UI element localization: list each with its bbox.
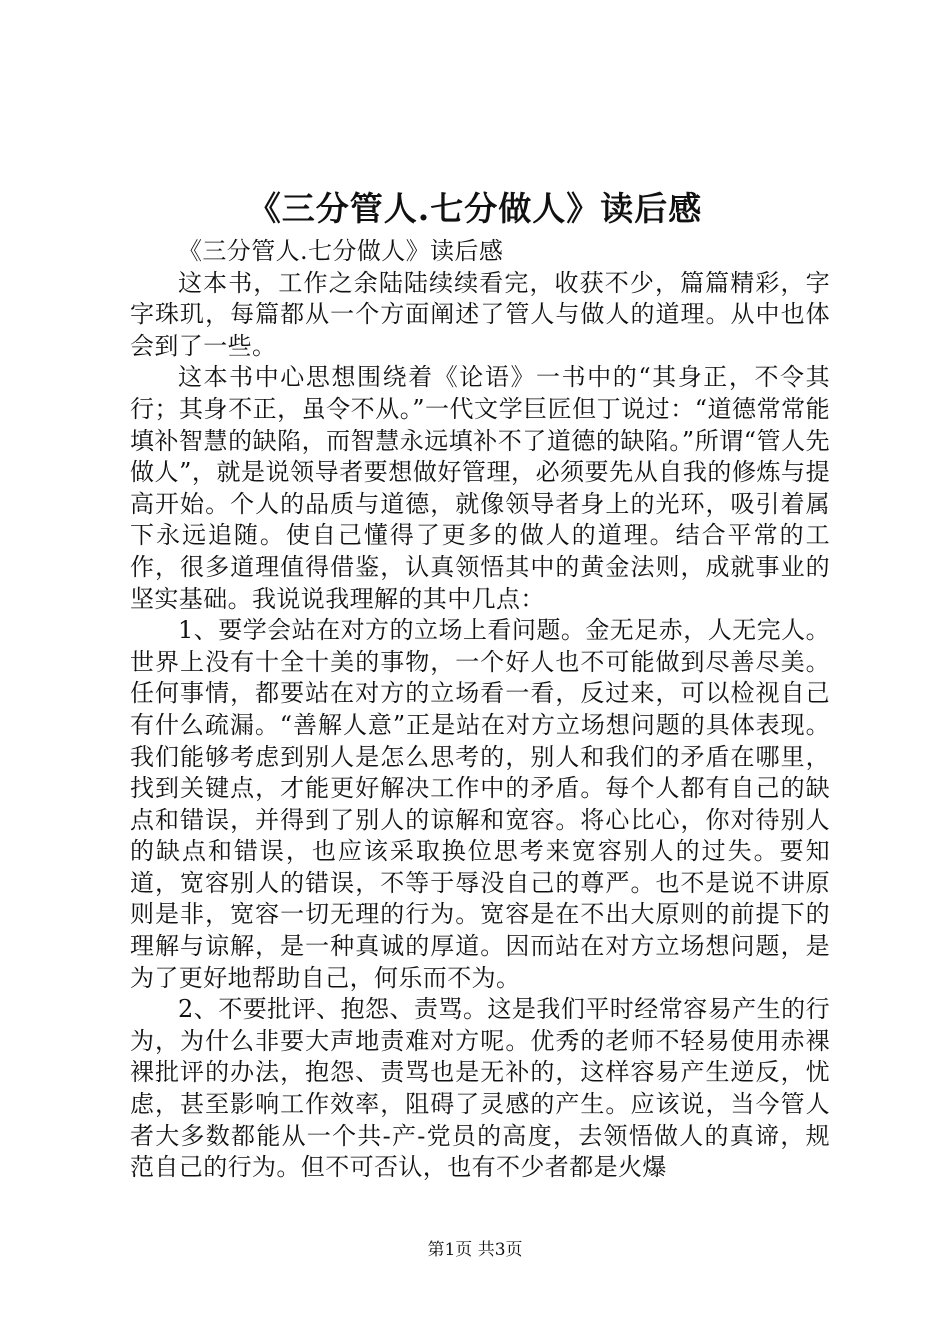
- paragraph: 这本书中心思想围绕着《论语》一书中的“其身正，不令其行；其身不正，虽令不从。”一代文学巨匠但丁说过：“道德常常能填补智慧的缺陷，而智慧永远填补不了道德的缺陷。”所谓“管人先做人”，就是说领导者要想做好管理，必须要先从自我的修炼与提高开始。个人的品质与道德，就像领导者身上的光环，吸引着属下永远追随。使自己懂得了更多的做人的道理。结合平常的工作，很多道理值得借鉴，认真领悟其中的黄金法则，成就事业的坚实基础。我说说我理解的其中几点：: [130, 363, 830, 613]
- page-footer: 第1页 共3页: [427, 1240, 523, 1260]
- document-body: [130, 236, 830, 1184]
- document-subtitle: 《三分管人.七分做人》读后感: [178, 237, 504, 265]
- document-title: 《三分管人.七分做人》读后感: [247, 189, 703, 228]
- paragraph: 1、要学会站在对方的立场上看问题。金无足赤，人无完人。世界上没有十全十美的事物，一个好人也不可能做到尽善尽美。任何事情，都要站在对方的立场看一看，反过来，可以检视自己有什么疏漏。“善解人意”正是站在对方立场想问题的具体表现。我们能够考虑到别人是怎么思考的，别人和我们的矛盾在哪里，找到关键点，才能更好解决工作中的矛盾。每个人都有自己的缺点和错误，并得到了别人的谅解和宽容。将心比心，你对待别人的缺点和错误，也应该采取换位思考来宽容别人的过失。要知道，宽容别人的错误，不等于辱没自己的尊严。也不是说不讲原则是非，宽容一切无理的行为。宽容是在不出大原则的前提下的理解与谅解，是一种真诚的厚道。因而站在对方立场想问题，是为了更好地帮助自己，何乐而不为。: [130, 616, 830, 992]
- paragraph: 这本书，工作之余陆陆续续看完，收获不少，篇篇精彩，字字珠玑，每篇都从一个方面阐述了管人与做人的道理。从中也体会到了一些。: [130, 268, 830, 360]
- paragraph: 2、不要批评、抱怨、责骂。这是我们平时经常容易产生的行为，为什么非要大声地责难对方呢。优秀的老师不轻易使用赤裸裸批评的办法，抱怨、责骂也是无补的，这样容易产生逆反，忧虑，甚至影响工作效率，阻碍了灵感的产生。应该说，当今管人者大多数都能从一个共-产-党员的高度，去领悟做人的真谛，规范自己的行为。但不可否认，也有不少者都是火爆: [130, 995, 830, 1182]
